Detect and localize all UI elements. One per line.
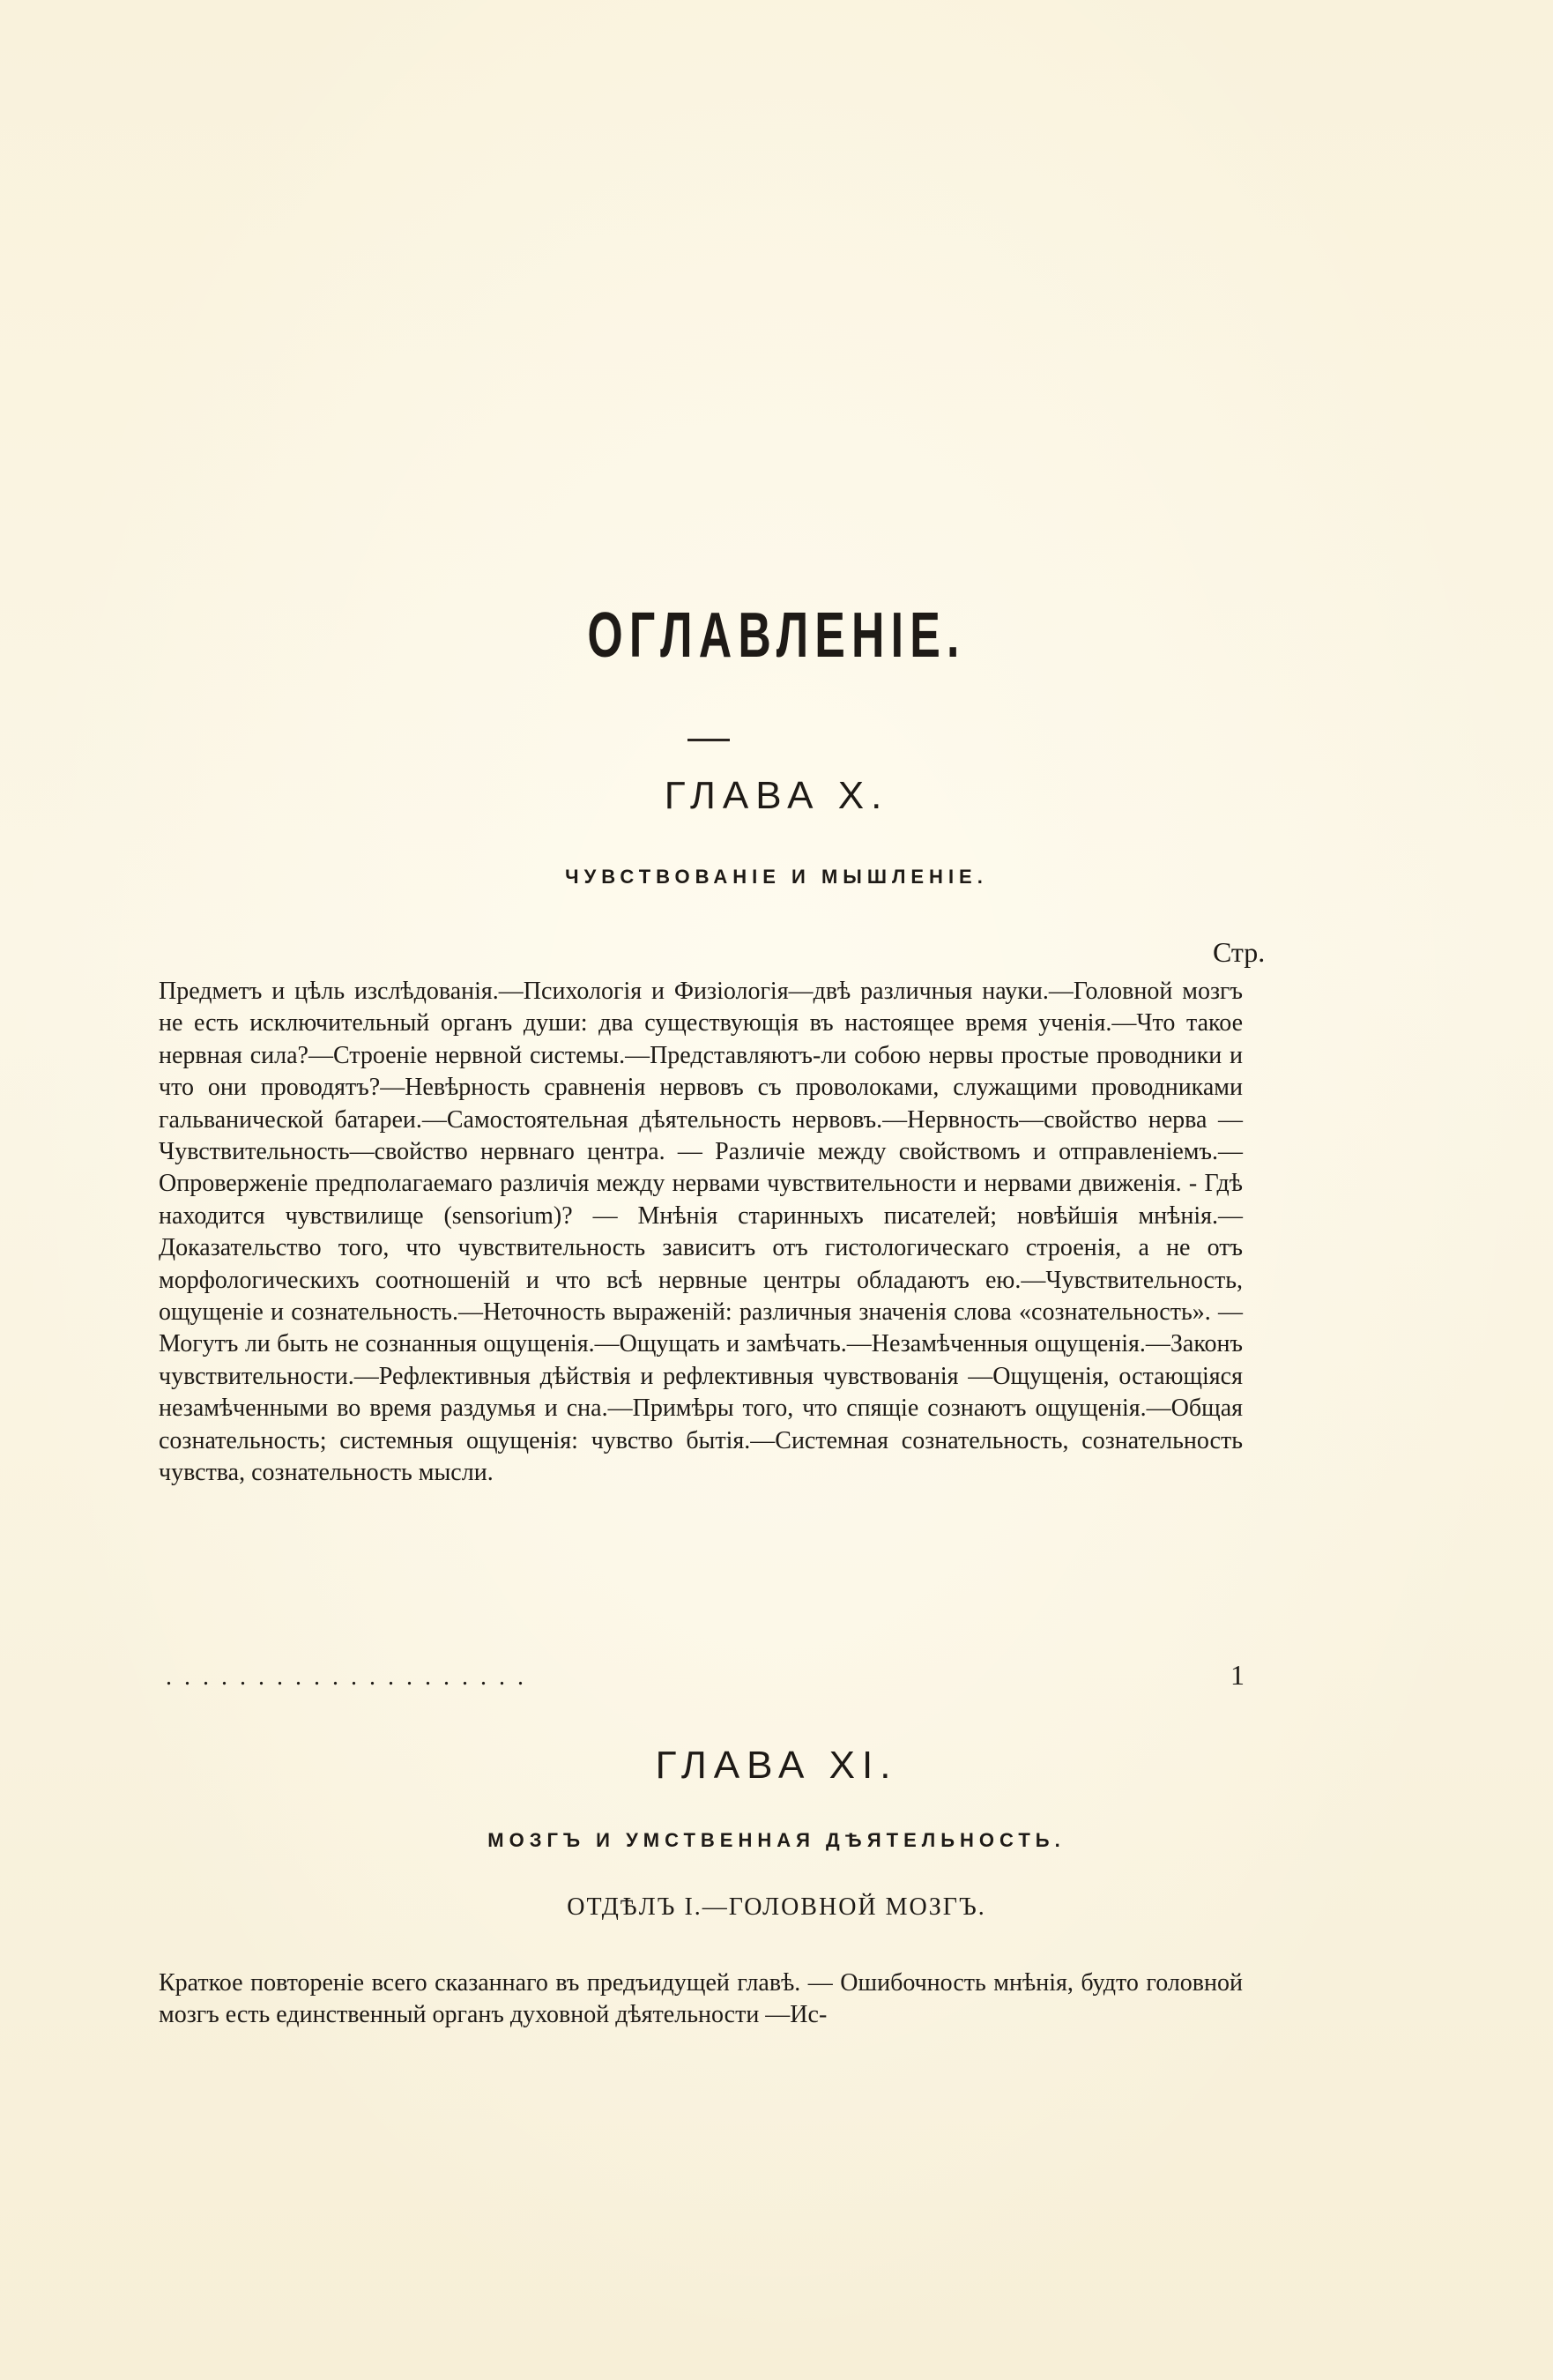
dot-leader: .................... [166, 1663, 536, 1691]
page-column-label: Стр. [1213, 936, 1266, 968]
chapter-11-heading: ГЛАВА XI. [655, 1744, 898, 1787]
title-divider [687, 739, 730, 741]
chapter-11-summary: Краткое повтореніе всего сказаннаго въ предъидущей главѣ. — Ошибочность мнѣнія, будто головной мозгъ есть единственный органъ духовной дѣятельности —Ис- [159, 1969, 1243, 2029]
chapter-10-summary: Предметъ и цѣль изслѣдованія.—Психологія и Физіологія—двѣ различныя науки.—Головной мозгъ не есть исключительный органъ души: два существующія въ настоящее время ученія.—Что такое нервная сила?—Строеніе нервной системы.—Представляютъ-ли собою нервы простые проводники и что они проводятъ?—Невѣрность сравненія нервовъ съ проволоками, служащими проводниками гальванической батареи.—Самостоятельная дѣятельность нервовъ.—Нервность—свойство нерва — Чувствительность—свойство нервнаго центра. — Различіе между свойствомъ и отправленіемъ.—Опроверженіе предполагаемаго различія между нервами чувствительности и нервами движенія. - Гдѣ находится чувствилище (sensorium)? — Мнѣнія старинныхъ писателей; новѣйшія мнѣнія.—Доказательство того, что чувствительность зависитъ отъ гистологическаго строенія, а не отъ морфологическихъ соотношеній и что всѣ нервные центры обладаютъ ею.—Чувствительность, ощущеніе и сознательность.—Неточность выраженій: различныя значенія слова «сознательность». — Могутъ ли быть не сознанныя ощущенія.—Ощущать и замѣчать.—Незамѣченныя ощущенія.—Законъ чувствительности.—Рефлективныя дѣйствія и рефлективныя чувствованія —Ощущенія, остающіяся незамѣченными во время раздумья и сна.—Примѣры того, что спящіе сознаютъ ощущенія.—Общая сознательность; системныя ощущенія: чувство бытія.—Системная сознательность, сознательность чувства, сознательность мысли. [159, 978, 1243, 1487]
page-title: ОГЛАВЛЕНІЕ. [587, 600, 966, 671]
chapter-10-page-number: 1 [1230, 1659, 1245, 1691]
chapter-10-heading: ГЛАВА X. [664, 774, 889, 817]
chapter-10-toc-entry [159, 1659, 1245, 1692]
chapter-10-subtitle: ЧУВСТВОВАНІЕ И МЫШЛЕНІЕ. [565, 866, 988, 888]
chapter-11-section-heading: ОТДѢЛЪ I.—ГОЛОВНОЙ МОЗГЪ. [567, 1893, 986, 1921]
chapter-11-subtitle: МОЗГЪ И УМСТВЕННАЯ ДѢЯТЕЛЬНОСТЬ. [487, 1829, 1066, 1851]
